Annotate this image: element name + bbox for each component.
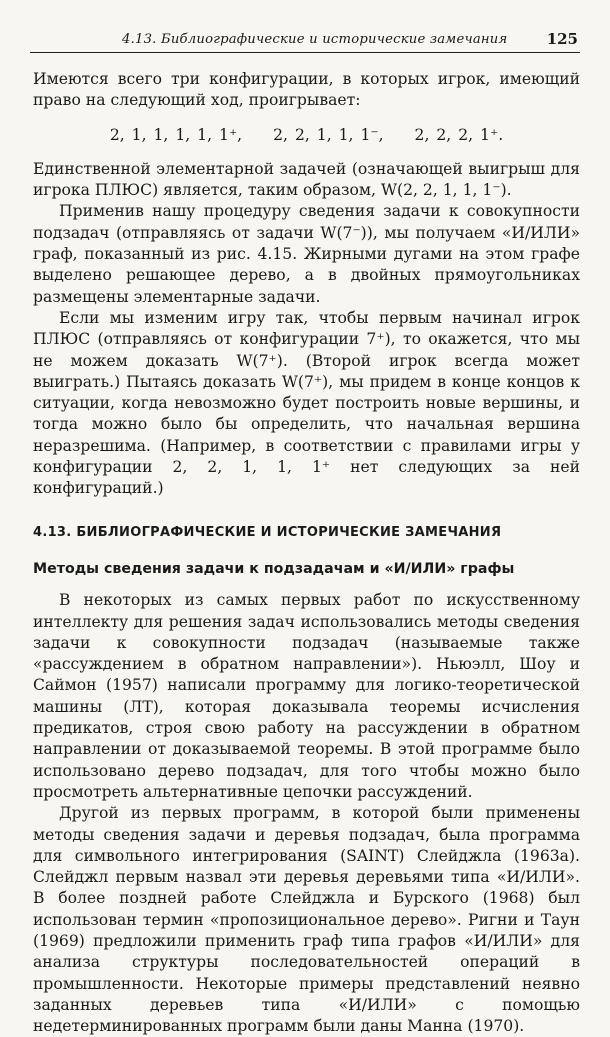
page-number: 125 [546,30,578,48]
section-heading: 4.13. БИБЛИОГРАФИЧЕСКИЕ И ИСТОРИЧЕСКИЕ ЗАМЕЧАНИЯ [33,524,502,540]
paragraph-elementary-task: Единственной элементарной задачей (означающей выигрыш для игрока ПЛЮС) является, таким образом, W(2, 2, 1, 1, 1⁻). [33,159,580,200]
running-header [30,28,580,53]
formula-item: 2, 1, 1, 1, 1, 1⁺, [109,125,243,144]
subsection-heading: Методы сведения задачи к подзадачам и «И/ИЛИ» графы [33,560,515,577]
formula-item: 2, 2, 1, 1, 1⁻, [273,125,384,144]
formula-configurations [33,125,580,146]
formula-item: 2, 2, 2, 1⁺. [414,125,504,144]
running-title: 4.13. Библиографические и исторические замечания [122,32,508,47]
page-body [33,69,580,1037]
paragraph-early-work: В некоторых из самых первых работ по искусственному интеллекту для решения задач использовались методы сведения задачи к совокупности подзадач (называемые также «рассуждением в обратном направлении»). Ньюэлл, Шоу и Саймон (1957) написали программу для логико-теоретической машины (ЛТ), которая доказывала теоремы исчисления предикатов, строя свою работу на рассуждении в обратном направлении от доказываемой теоремы. В этой программе было использовано дерево подзадач, для того чтобы можно было просмотреть альтернативные цепочки рассуждений. [33,591,580,801]
paragraph-intro: Имеются всего три конфигурации, в которых игрок, имеющий право на следующий ход, проигрывает: [33,70,580,110]
paragraph-game-change: Если мы изменим игру так, чтобы первым начинал игрок ПЛЮС (отправляясь от конфигурации 7⁺), то окажется, что мы не можем доказать W(7⁺). (Второй игрок всегда может выиграть.) Пытаясь доказать W(7⁺), мы придем в конце концов к ситуации, когда невозможно будет построить новые вершины, и тогда можно было бы определить, что начальная вершина неразрешима. (Например, в соответствии с правилами игры у конфигурации 2, 2, 1, 1, 1⁺ нет следующих за ней конфигураций.) [33,308,580,498]
paragraph-saint: Другой из первых программ, в которой были применены методы сведения задачи и деревья подзадач, была программа для символьного интегрирования (SAINT) Слейджла (1963a). Слейджл первым назвал эти деревья деревьями типа «И/ИЛИ». В более поздней работе Слейджла и Бурского (1968) был использован термин «пропозициональное дерево». Ригни и Таун (1969) предложили применить граф типа графов «И/ИЛИ» для анализа структуры последовательностей операций в промышленности. Некоторые примеры представлений неявно заданных деревьев типа «И/ИЛИ» с помощью недетерминированных программ были даны Манна (1970). [33,804,580,1036]
paragraph-procedure: Применив нашу процедуру сведения задачи к совокупности подзадач (отправляясь от задачи W(7⁻)), мы получаем «И/ИЛИ» граф, показанный из рис. 4.15. Жирными дугами на этом графе выделено решающее дерево, а в двойных прямоугольниках размещены элементарные задачи. [33,202,580,306]
